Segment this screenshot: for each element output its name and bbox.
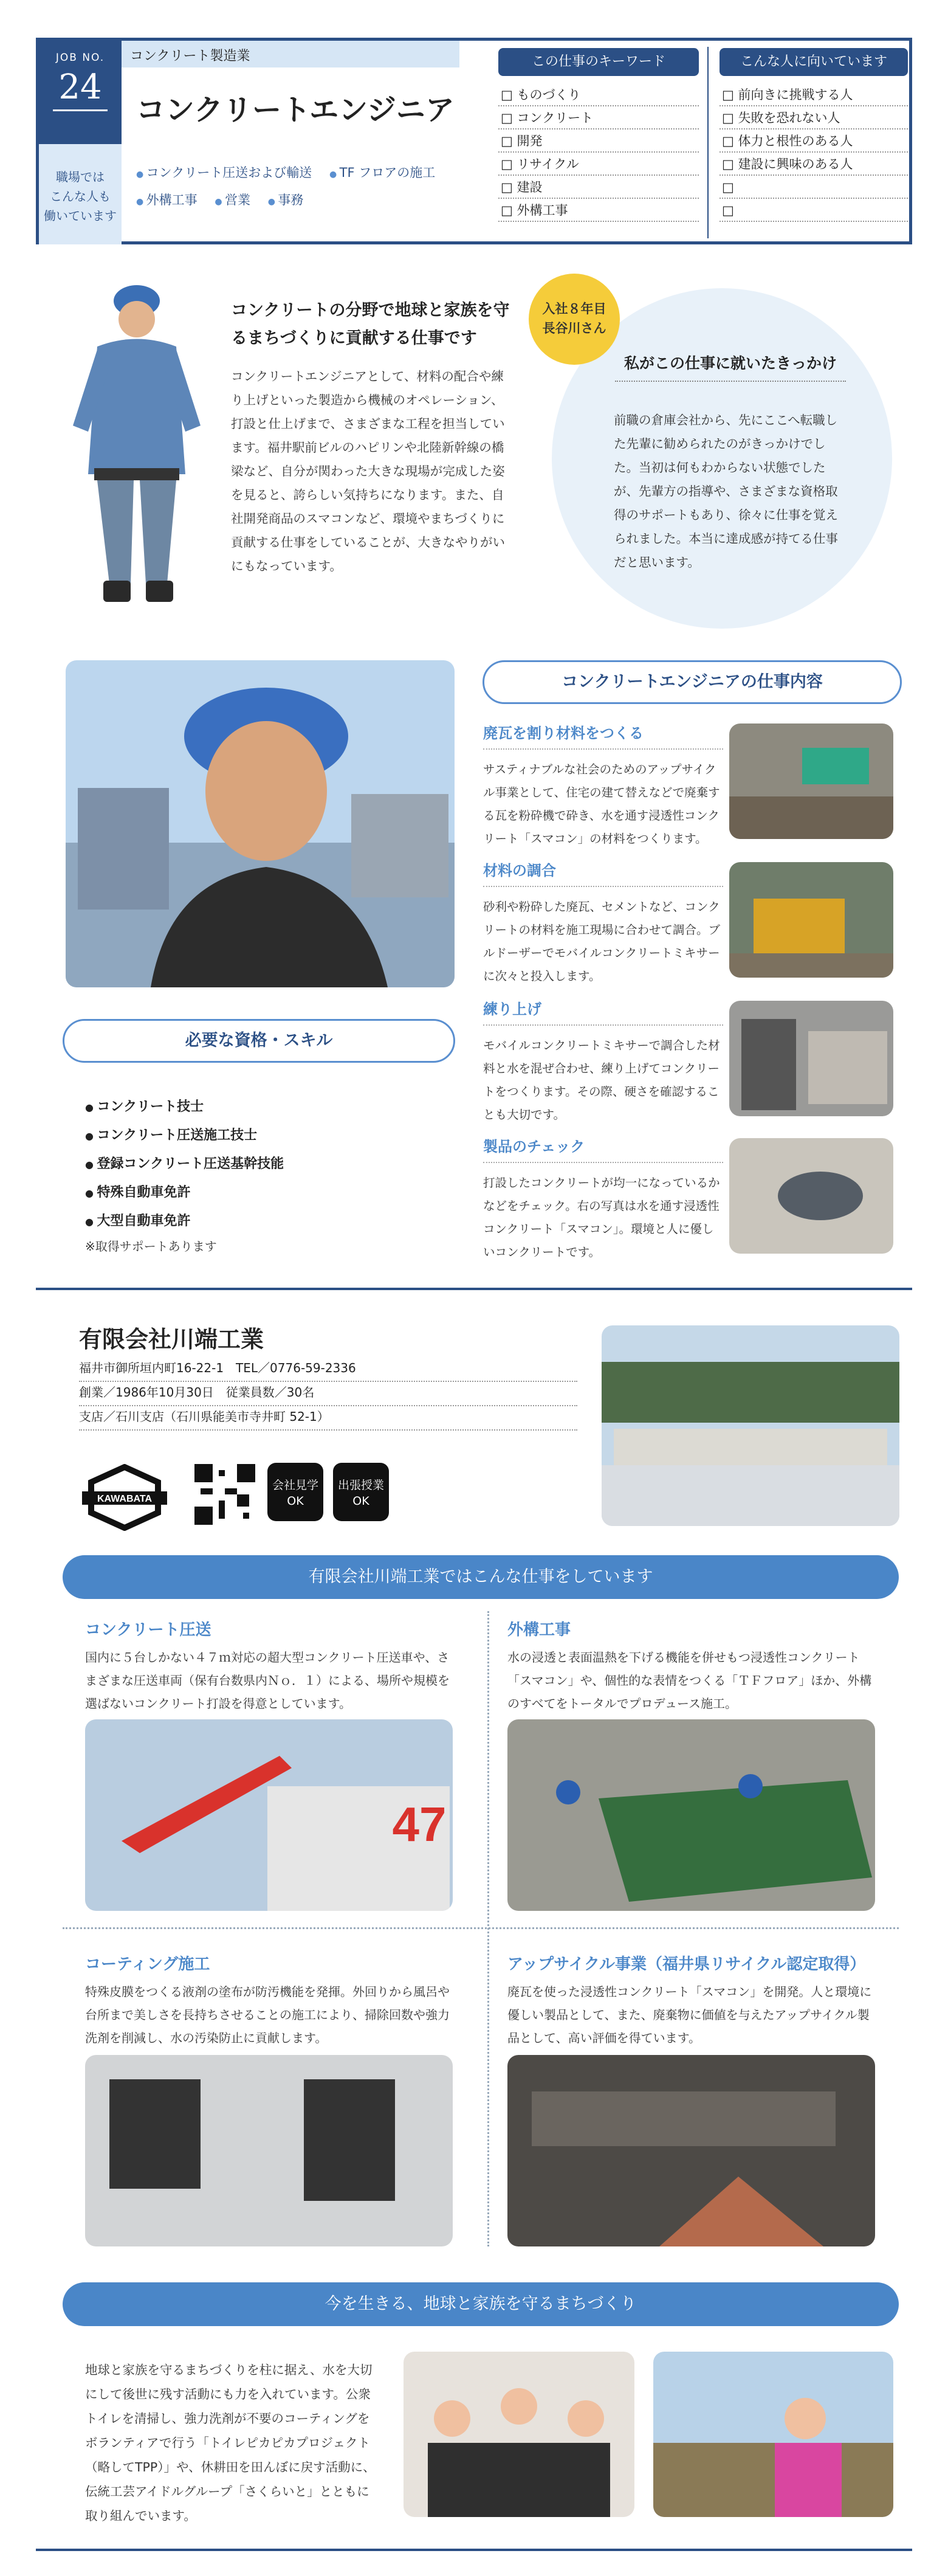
group-photo: [404, 2352, 634, 2517]
work-type: ● 外構工事: [136, 193, 197, 207]
task-title: 練り上げ: [483, 997, 723, 1026]
task-text: モバイルコンクリートミキサーで調合した材料と水を混ぜ合わせ、練り上げてコンクリートをつくります。その際、硬さを確認することも大切です。: [483, 1038, 720, 1122]
work-type: ● コンクリート圧送および輸送: [136, 165, 312, 180]
badge-line: 入社８年目: [542, 302, 606, 316]
exterior-work-photo: [507, 1719, 875, 1911]
upcycle-machine-photo: [507, 2055, 875, 2246]
company-visit-ok-badge: [267, 1463, 323, 1521]
bulldozer-photo: [729, 862, 893, 978]
task-item: [483, 997, 723, 1127]
community-bar: 今を生きる、地球と家族を守るまちづくり: [63, 2282, 899, 2326]
keyword-item: □ リサイクル: [498, 153, 699, 176]
job-no-label: JOB NO.: [55, 52, 105, 64]
section-divider: [36, 1288, 912, 1290]
task-title: 製品のチェック: [483, 1134, 723, 1163]
task-text: 砂利や粉砕した廃瓦、セメントなど、コンクリートの材料を施工現場に合わせて調合。ブルドーザーでモバイルコンクリートミキサーに次々と投入します。: [483, 900, 721, 983]
company-branch: 支店／石川支店（石川県能美市寺井町 52-1）: [79, 1403, 577, 1431]
keyword-item: □ 建設: [498, 176, 699, 199]
skill-item: ● コンクリート技士: [85, 1093, 284, 1122]
inspection-photo: [729, 1138, 893, 1254]
workers-label: [39, 144, 122, 244]
services-bar: 有限会社川端工業ではこんな仕事をしています: [63, 1555, 899, 1599]
interview-text: 前職の倉庫会社から、先にここへ転職した先輩に勧められたのがきっかけでした。当初は何もわからない状態でしたが、先輩方の指導や、さまざまな資格取得のサポートもあり、徐々に仕事を覚えられました。本当に達成感が持てる仕事だと思います。: [614, 413, 838, 570]
fit-item: □ 前向きに挑戦する人: [720, 83, 908, 106]
badge-line: 出張授業: [337, 1479, 384, 1492]
community-text: 地球と家族を守るまちづくりを柱に据え、水を大切にして後世に残す活動にも力を入れています。公衆トイレを清掃し、強力洗剤が不要のコーティングをボランティアで行う「トイレピカピカプロジェクト（略してTPP）」や、休耕田を田んぼに戻す活動に、伝統工芸アイドルグループ「さくらいと」とともに取り組んでいます。: [85, 2363, 376, 2523]
worker-portrait-photo: [66, 660, 455, 987]
company-name: 有限会社川端工業: [79, 1326, 264, 1353]
badge-line: OK: [287, 1494, 304, 1508]
work-type: ● 事務: [268, 193, 304, 207]
fit-box: [720, 48, 908, 222]
tasks-title: コンクリートエンジニアの仕事内容: [483, 660, 902, 704]
service-item: [507, 1617, 881, 1715]
service-title: アップサイクル事業（福井県リサイクル認定取得）: [507, 1955, 866, 1973]
task-text: サスティナブルな社会のためのアップサイクル事業として、住宅の建て替えなどで廃棄する瓦を粉砕機で砕き、水を通す浸透性コンクリート「スマコン」の材料をつくります。: [483, 762, 720, 846]
fit-item: □ 建設に興味のある人: [720, 153, 908, 176]
mixing-photo: [729, 1001, 893, 1116]
qr-code-icon[interactable]: [194, 1464, 255, 1525]
svg-text:47: 47: [392, 1797, 447, 1851]
rice-field-photo: [653, 2352, 893, 2517]
skills-note: ※取得サポートあります: [85, 1239, 217, 1254]
skills-title: 必要な資格・スキル: [63, 1019, 455, 1063]
service-title: コンクリート圧送: [85, 1621, 211, 1639]
footer-divider: [36, 2549, 912, 2551]
services-divider-h: [63, 1927, 899, 1929]
job-header: [36, 38, 912, 244]
task-text: 打設したコンクリートが均一になっているかなどをチェック。右の写真は水を通す浸透性コンクリート「スマコン」。環境と人に優しいコンクリートです。: [483, 1176, 720, 1259]
company-founded: 創業／1986年10月30日 従業員数／30名: [79, 1379, 577, 1406]
pump-truck-photo: [85, 1719, 453, 1911]
service-title: 外構工事: [507, 1621, 571, 1639]
fit-item: □ 体力と根性のある人: [720, 129, 908, 153]
task-title: 廃瓦を割り材料をつくる: [483, 721, 723, 750]
company-address: 福井市御所垣内町16-22-1 TEL／0776-59-2336: [79, 1355, 577, 1382]
keyword-item: □ 開発: [498, 129, 699, 153]
keyword-item: □ コンクリート: [498, 106, 699, 129]
job-number: 24: [53, 67, 108, 111]
badge-line: OK: [352, 1494, 369, 1508]
skill-item: ● 大型自動車免許: [85, 1207, 284, 1236]
service-item: [85, 1617, 459, 1715]
task-item: [483, 858, 723, 988]
skill-item: ● コンクリート圧送施工技士: [85, 1122, 284, 1150]
keyword-item: □ 外構工事: [498, 199, 699, 222]
service-item: [507, 1952, 881, 2049]
services-divider-v: [487, 1611, 489, 2246]
interview-title: 私がこの仕事に就いたきっかけ: [615, 351, 846, 382]
job-title: コンクリートエンジニア: [136, 93, 455, 127]
work-type: ● 営業: [215, 193, 250, 207]
fit-item: □ 失敗を恐れない人: [720, 106, 908, 129]
service-title: コーティング施工: [85, 1955, 210, 1973]
badge-line: 会社見学: [272, 1479, 318, 1492]
service-item: [85, 1952, 459, 2049]
kawabata-logo: [79, 1464, 170, 1531]
keywords-box: [498, 48, 699, 222]
worker-standing-illustration: [61, 274, 213, 620]
work-type: ● TF フロアの施工: [329, 165, 435, 180]
fit-item-empty: [720, 199, 908, 222]
fit-title: こんな人に向いています: [720, 48, 908, 76]
fit-item-empty: [720, 176, 908, 199]
company-building-photo: [602, 1325, 899, 1526]
task-title: 材料の調合: [483, 858, 723, 887]
badge-line: 長谷川さん: [542, 321, 606, 336]
intro-lead: コンクリートの分野で地球と家族を守るまちづくりに貢献する仕事です: [231, 301, 510, 348]
logo-text: KAWABATA: [97, 1494, 153, 1504]
keywords-title: この仕事のキーワード: [498, 48, 699, 76]
coating-work-photo: [85, 2055, 453, 2246]
task-item: [483, 1134, 723, 1264]
skill-item: ● 登録コンクリート圧送基幹技能: [85, 1150, 284, 1179]
task-item: [483, 721, 723, 851]
work-types: [136, 160, 452, 215]
job-number-box: [39, 41, 122, 144]
workers-label-line: 働いています: [44, 209, 117, 223]
service-text: 特殊皮膜をつくる液剤の塗布が防汚機能を発揮。外回りから風呂や台所まで美しさを長持ちさせることの施工により、掃除回数や強力洗剤を削減し、水の汚染防止に貢献します。: [85, 1984, 450, 2045]
skills-list: [85, 1093, 284, 1236]
skill-item: ● 特殊自動車免許: [85, 1179, 284, 1207]
workers-label-line: 職場では: [56, 170, 105, 184]
workers-label-line: こんな人も: [50, 189, 111, 204]
intro-text: コンクリートエンジニアとして、材料の配合や練り上げといった製造から機械のオペレーション、打設と仕上げまで、さまざまな工程を担当しています。福井駅前ビルのハピリンや北陸新幹線の橋梁など、自分が関わった大きな現場が完成した姿を見ると、誇らしい気持ちになります。また、自社開発商品のスマコンなど、環境やまちづくりに貢献する仕事をしていることが、大きなやりがいにもなっています。: [231, 369, 505, 573]
category-label: コンクリート製造業: [122, 41, 459, 67]
service-text: 廃瓦を使った浸透性コンクリート「スマコン」を開発。人と環境に優しい製品として、また、廃棄物に価値を与えたアップサイクル製品として、高い評価を得ています。: [507, 1984, 872, 2045]
service-text: 水の浸透と表面温熱を下げる機能を併せもつ浸透性コンクリート「スマコン」や、個性的な表情をつくる「ＴＦフロア」ほか、外構のすべてをトータルでプロデュース施工。: [507, 1650, 872, 1711]
divider: [707, 47, 709, 238]
excavator-photo: [729, 723, 893, 839]
tenure-badge: [529, 274, 620, 365]
visiting-class-ok-badge: [333, 1463, 389, 1521]
service-text: 国内に５台しかない４７ｍ対応の超大型コンクリート圧送車や、さまざまな圧送車両（保有台数県内Ｎｏ．１）による、場所や規模を選ばないコンクリート打設を得意としています。: [85, 1650, 450, 1711]
keyword-item: □ ものづくり: [498, 83, 699, 106]
